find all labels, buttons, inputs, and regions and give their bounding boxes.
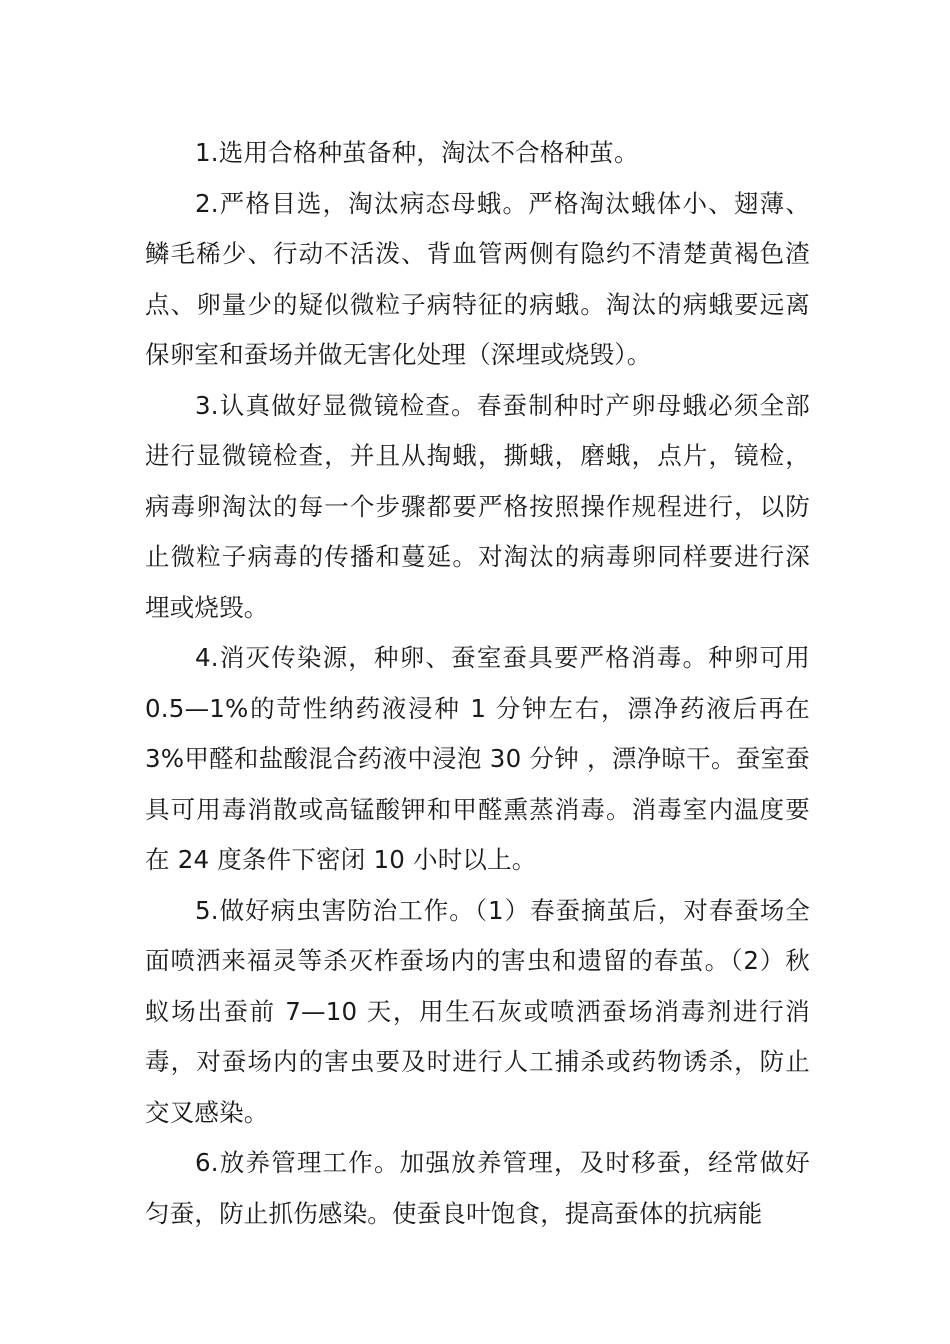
paragraph-6: 6.放养管理工作。加强放养管理，及时移蚕，经常做好匀蚕，防止抓伤感染。使蚕良叶饱食，提高蚕体的抗病能 — [145, 1148, 810, 1228]
document-body — [145, 128, 810, 1239]
paragraph-3: 3.认真做好显微镜检查。春蚕制种时产卵母蛾必须全部进行显微镜检查，并且从掏蛾，撕蛾，磨蛾，点片，镜检，病毒卵淘汰的每一个步骤都要严格按照操作规程进行，以防止微粒子病毒的传播和蔓延。对淘汰的病毒卵同样要进行深埋或烧毁。 — [145, 390, 810, 622]
paragraph-1: 1.选用合格种茧备种，淘汰不合格种茧。 — [195, 138, 639, 167]
paragraph-2: 2.严格目选，淘汰病态母蛾。严格淘汰蛾体小、翅薄、鳞毛稀少、行动不活泼、背血管两侧有隐约不清楚黄褐色渣点、卵量少的疑似微粒子病特征的病蛾。淘汰的病蛾要远离保卵室和蚕场并做无害化处理（深埋或烧毁）。 — [145, 188, 810, 369]
paragraph-5: 5.做好病虫害防治工作。（1）春蚕摘茧后，对春蚕场全面喷洒来福灵等杀灭柞蚕场内的害虫和遗留的春茧。（2）秋蚁场出蚕前 7—10 天，用生石灰或喷洒蚕场消毒剂进行消毒，对蚕场内的害虫要及时进行人工捕杀或药物诱杀，防止交叉感染。 — [145, 895, 810, 1127]
paragraph-4: 4.消灭传染源，种卵、蚕室蚕具要严格消毒。种卵可用0.5—1%的苛性纳药液浸种 1 分钟左右，漂净药液后再在 3%甲醛和盐酸混合药液中浸泡 30 分钟 ，漂净晾干。蚕室蚕具可用毒消散或高锰酸钾和甲醛熏蒸消毒。消毒室内温度要在 24 度条件下密闭 10 小时以上。 — [145, 643, 810, 874]
